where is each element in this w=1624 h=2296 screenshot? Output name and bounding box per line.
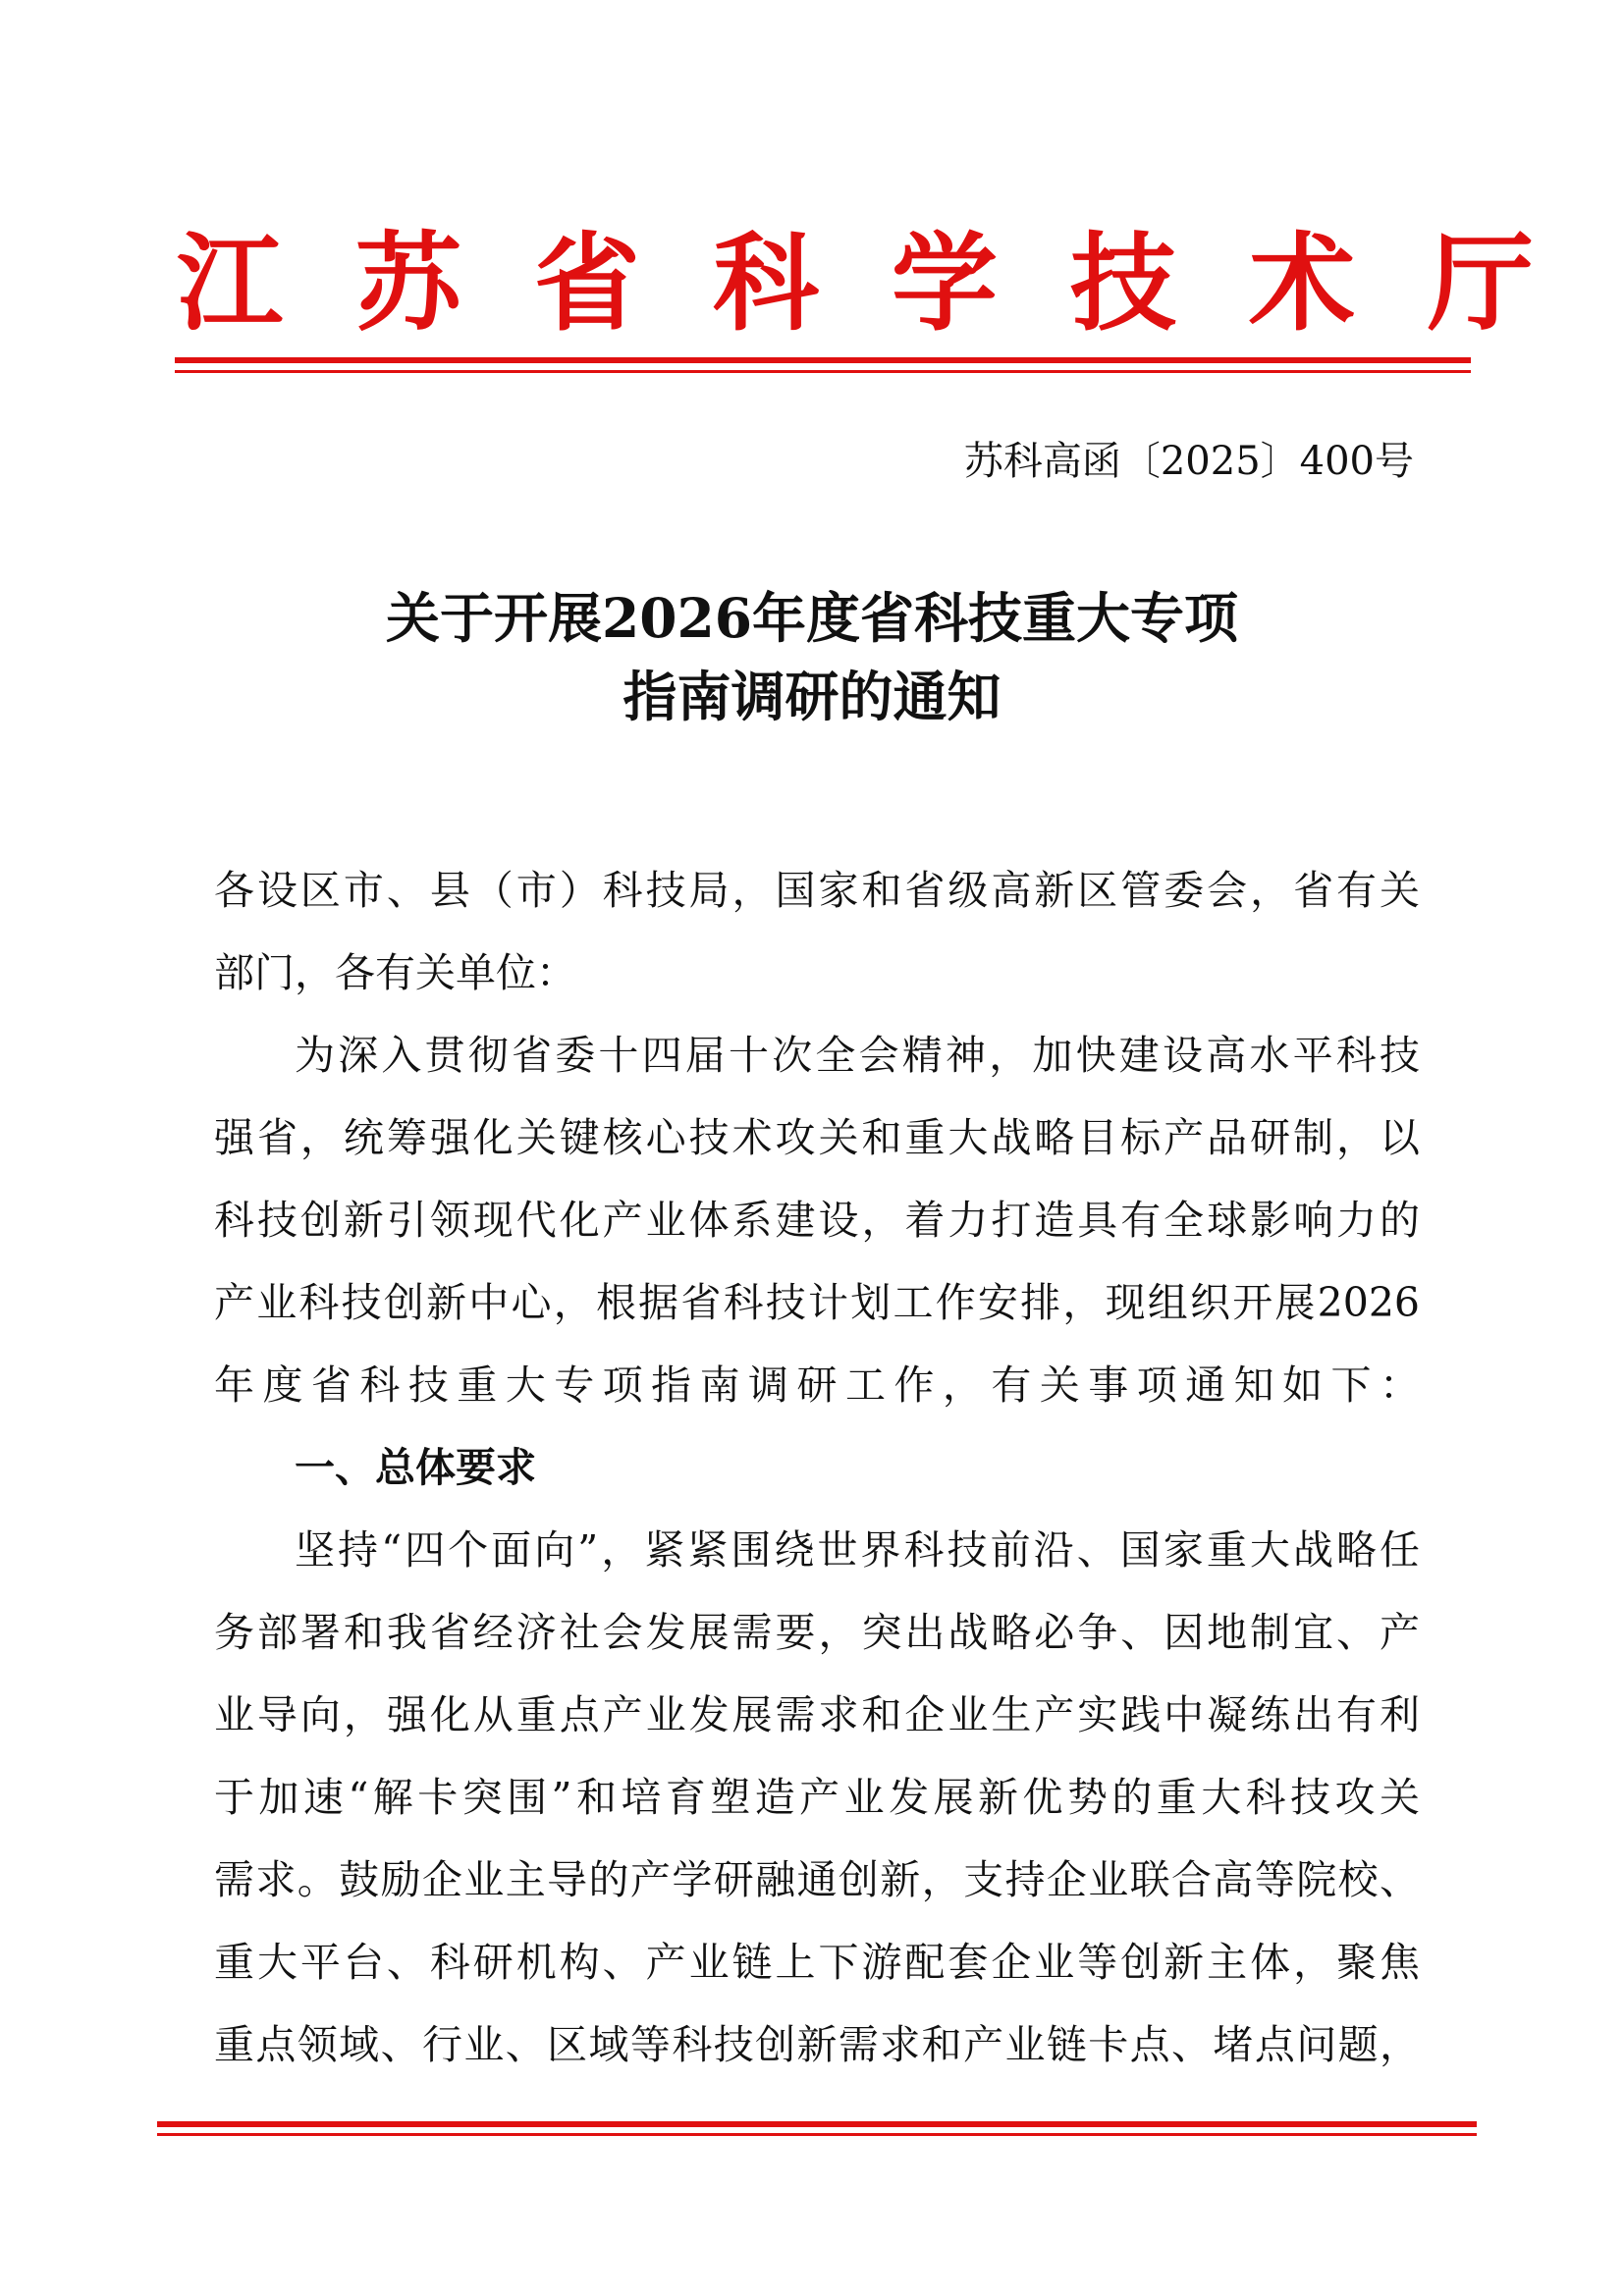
section-paragraph-line: 坚持“四个面向”，紧紧围绕世界科技前沿、国家重大战略任 — [295, 1526, 1420, 1574]
section-paragraph-line: 需求。鼓励企业主导的产学研融通创新，支持企业联合高等院校、 — [214, 1856, 1420, 1903]
section-paragraph-line: 务部署和我省经济社会发展需要，突出战略必争、因地制宜、产 — [214, 1609, 1420, 1656]
footer-rule-thick — [157, 2121, 1477, 2127]
agency-letterhead-title: 江苏省科学技术厅 — [177, 223, 1607, 346]
intro-paragraph-line: 科技创新引领现代化产业体系建设，着力打造具有全球影响力的 — [214, 1197, 1420, 1244]
document-number: 苏科高函〔2025〕400号 — [963, 439, 1414, 484]
footer-rule-thin — [157, 2133, 1477, 2136]
notice-title-line-2: 指南调研的通知 — [623, 665, 1001, 728]
section-paragraph-line: 重大平台、科研机构、产业链上下游配套企业等创新主体，聚焦 — [214, 1939, 1420, 1986]
notice-title-line-1: 关于开展2026年度省科技重大专项 — [385, 586, 1239, 650]
intro-paragraph-line: 产业科技创新中心，根据省科技计划工作安排，现组织开展2026 — [214, 1279, 1420, 1326]
section-heading: 一、总体要求 — [295, 1444, 536, 1491]
intro-paragraph-line: 为深入贯彻省委十四届十次全会精神，加快建设高水平科技 — [295, 1032, 1420, 1079]
section-paragraph-line: 业导向，强化从重点产业发展需求和企业生产实践中凝练出有利 — [214, 1691, 1420, 1738]
salutation-line: 各设区市、县（市）科技局，国家和省级高新区管委会，省有关 — [214, 867, 1420, 914]
intro-paragraph-line: 年度省科技重大专项指南调研工作，有关事项通知如下： — [214, 1362, 1420, 1409]
intro-paragraph-line: 强省，统筹强化关键核心技术攻关和重大战略目标产品研制，以 — [214, 1114, 1420, 1161]
section-paragraph-line: 于加速“解卡突围”和培育塑造产业发展新优势的重大科技攻关 — [214, 1774, 1420, 1821]
section-paragraph-line: 重点领域、行业、区域等科技创新需求和产业链卡点、堵点问题， — [214, 2021, 1420, 2068]
letterhead-rule-thin — [175, 370, 1471, 373]
salutation-line: 部门，各有关单位： — [214, 949, 576, 996]
letterhead-rule-thick — [175, 357, 1471, 363]
